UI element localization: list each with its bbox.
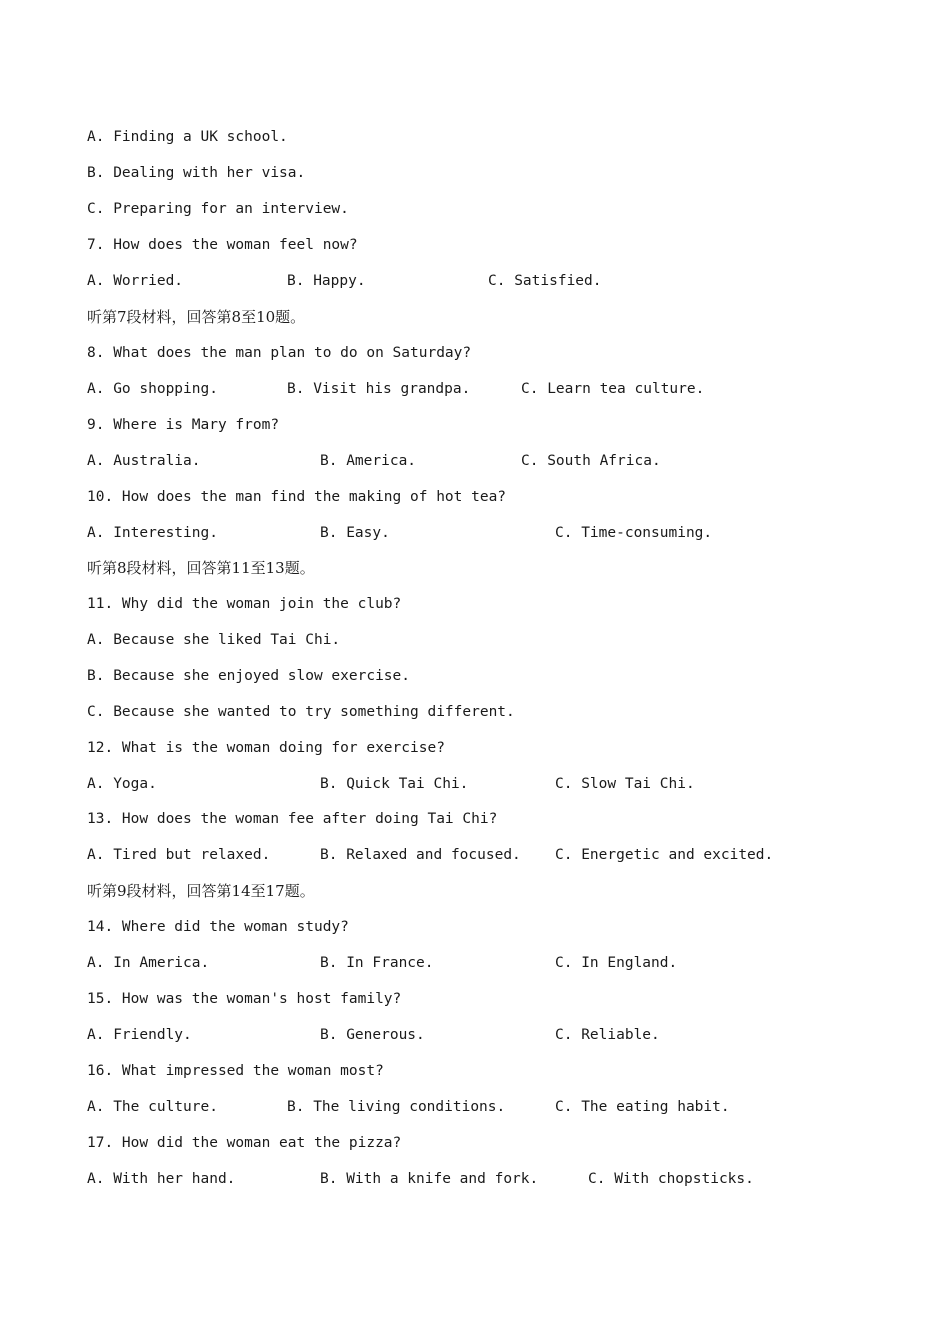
answer-option: C. Because she wanted to try something different. (87, 704, 515, 720)
question-text: 12. What is the woman doing for exercise? (87, 740, 445, 756)
question-text: 10. How does the man find the making of hot tea? (87, 489, 507, 505)
answer-option: C. Energetic and excited. (555, 847, 774, 863)
answer-option: B. In France. (320, 955, 434, 971)
answer-option: A. Worried. (87, 273, 184, 289)
question-text: 8. What does the man plan to do on Saturday? (87, 345, 472, 361)
question-text: 7. How does the woman feel now? (87, 237, 358, 253)
answer-option: C. Learn tea culture. (521, 381, 705, 397)
answer-option: B. Happy. (287, 273, 366, 289)
answer-option: A. In America. (87, 955, 210, 971)
answer-option: A. Go shopping. (87, 381, 218, 397)
question-text: 9. Where is Mary from? (87, 417, 280, 433)
answer-option: B. Because she enjoyed slow exercise. (87, 668, 411, 684)
section-heading: 听第8段材料，回答第11至13题。 (87, 559, 315, 577)
answer-option: C. Satisfied. (488, 273, 602, 289)
answer-option: A. With her hand. (87, 1171, 236, 1187)
question-text: 11. Why did the woman join the club? (87, 596, 402, 612)
section-heading: 听第9段材料，回答第14至17题。 (87, 882, 315, 900)
question-text: 15. How was the woman's host family? (87, 991, 402, 1007)
answer-option: B. Quick Tai Chi. (320, 776, 469, 792)
question-text: 16. What impressed the woman most? (87, 1063, 384, 1079)
answer-option: A. Friendly. (87, 1027, 192, 1043)
answer-option: C. South Africa. (521, 453, 661, 469)
answer-option: A. Interesting. (87, 525, 218, 541)
answer-option: A. Tired but relaxed. (87, 847, 271, 863)
answer-option: B. Generous. (320, 1027, 425, 1043)
answer-option: C. With chopsticks. (588, 1171, 754, 1187)
answer-option: A. Australia. (87, 453, 201, 469)
answer-option: C. Slow Tai Chi. (555, 776, 695, 792)
question-text: 17. How did the woman eat the pizza? (87, 1135, 402, 1151)
answer-option: A. The culture. (87, 1099, 218, 1115)
answer-option: B. Easy. (320, 525, 390, 541)
question-text: 14. Where did the woman study? (87, 919, 349, 935)
answer-option: A. Because she liked Tai Chi. (87, 632, 341, 648)
answer-option: C. Preparing for an interview. (87, 201, 349, 217)
answer-option: B. Visit his grandpa. (287, 381, 471, 397)
answer-option: B. Dealing with her visa. (87, 165, 306, 181)
answer-option: C. In England. (555, 955, 678, 971)
answer-option: C. The eating habit. (555, 1099, 730, 1115)
answer-option: B. America. (320, 453, 417, 469)
section-heading: 听第7段材料，回答第8至10题。 (87, 308, 306, 326)
question-text: 13. How does the woman fee after doing Tai Chi? (87, 811, 498, 827)
answer-option: C. Reliable. (555, 1027, 660, 1043)
answer-option: B. With a knife and fork. (320, 1171, 539, 1187)
answer-option: A. Finding a UK school. (87, 129, 288, 145)
answer-option: C. Time-consuming. (555, 525, 713, 541)
answer-option: B. Relaxed and focused. (320, 847, 521, 863)
answer-option: B. The living conditions. (287, 1099, 506, 1115)
answer-option: A. Yoga. (87, 776, 157, 792)
